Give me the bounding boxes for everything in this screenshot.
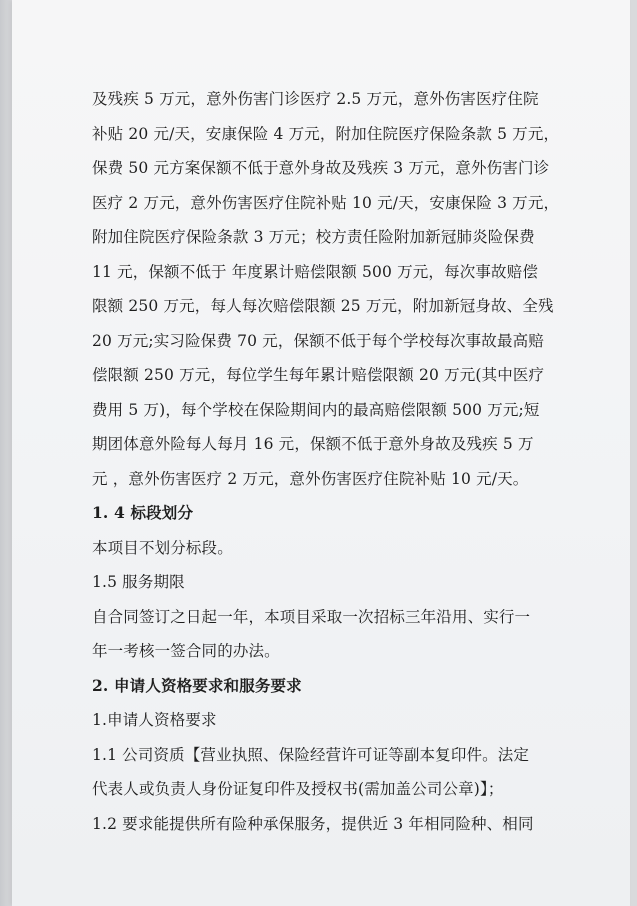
page-edge-shadow [0, 0, 12, 906]
document-body [92, 82, 562, 841]
text-line: 20 万元;实习险保费 70 元，保额不低于每个学校每次事故最高赔 [92, 331, 544, 350]
text-line: 1.2 要求能提供所有险种承保服务，提供近 3 年相同险种、相同 [92, 814, 534, 833]
subsection-heading: 1.申请人资格要求 [92, 711, 217, 729]
section-heading: 2. 申请人资格要求和服务要求 [92, 675, 302, 695]
text-line: 费用 5 万)，每个学校在保险期间内的最高赔偿限额 500 万元;短 [92, 400, 540, 419]
text-line: 年一考核一签合同的办法。 [92, 642, 280, 660]
text-line: 元 ，意外伤害医疗 2 万元，意外伤害医疗住院补贴 10 元/天。 [92, 469, 529, 488]
text-line: 11 元，保额不低于 年度累计赔偿限额 500 万元，每次事故赔偿 [92, 262, 538, 281]
text-line: 本项目不划分标段。 [92, 538, 233, 557]
text-line: 限额 250 万元，每人每次赔偿限额 25 万元，附加新冠身故、全残 [92, 297, 554, 315]
text-line: 补贴 20 元/天，安康保险 4 万元，附加住院医疗保险条款 5 万元， [92, 124, 560, 143]
text-line: 附加住院医疗保险条款 3 万元；校方责任险附加新冠肺炎险保费 [92, 228, 535, 246]
text-line: 期团体意外险每人每月 16 元，保额不低于意外身故及残疾 5 万 [92, 435, 534, 453]
text-line: 自合同签订之日起一年，本项目采取一次招标三年沿用、实行一 [92, 607, 531, 626]
text-line: 1.1 公司资质【营业执照、保险经营许可证等副本复印件。法定 [92, 745, 530, 764]
section-heading: 1. 4 标段划分 [92, 503, 194, 522]
section-heading: 1.5 服务期限 [92, 573, 185, 591]
text-line: 及残疾 5 万元，意外伤害门诊医疗 2.5 万元，意外伤害医疗住院 [92, 90, 539, 108]
text-line: 医疗 2 万元，意外伤害医疗住院补贴 10 元/天，安康保险 3 万元， [92, 193, 560, 212]
text-line: 偿限额 250 万元，每位学生每年累计赔偿限额 20 万元(其中医疗 [92, 366, 545, 384]
text-line: 保费 50 元方案保额不低于意外身故及残疾 3 万元，意外伤害门诊 [92, 159, 550, 177]
text-line: 代表人或负责人身份证复印件及授权书(需加盖公司公章)】； [92, 780, 504, 798]
